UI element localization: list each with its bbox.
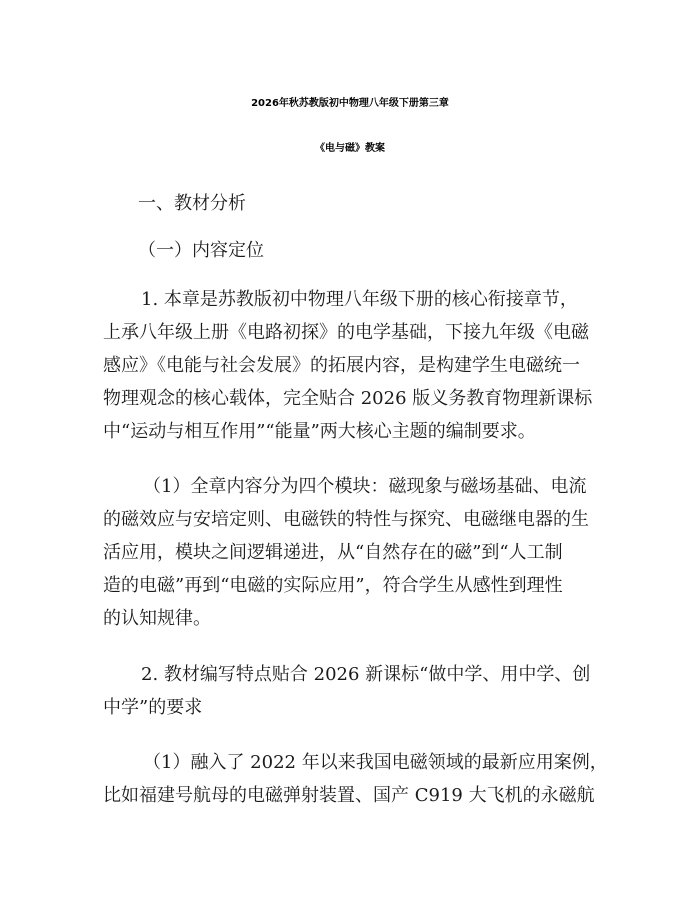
paragraph-line: 造的电磁”再到“电磁的实际应用”，符合学生从感性到理性 bbox=[103, 575, 563, 596]
paragraph-line: （1）融入了 2022 年以来我国电磁领域的最新应用案例， bbox=[143, 752, 608, 773]
paragraph-line: 活应用，模块之间逻辑递进，从“自然存在的磁”到“人工制 bbox=[103, 542, 563, 563]
paragraph-line: 的磁效应与安培定则、电磁铁的特性与探究、电磁继电器的生 bbox=[103, 509, 589, 530]
document-title-line-1: 2026年秋苏教版初中物理八年级下册第三章 bbox=[251, 98, 449, 109]
paragraph-line: 2. 教材编写特点贴合 2026 新课标“做中学、用中学、创 bbox=[141, 664, 591, 685]
section-heading-textbook-analysis: 一、教材分析 bbox=[138, 193, 246, 214]
paragraph-line: 感应》《电能与社会发展》的拓展内容，是构建学生电磁统一 bbox=[103, 355, 580, 376]
paragraph-line: 1. 本章是苏教版初中物理八年级下册的核心衔接章节， bbox=[141, 289, 578, 310]
subsection-heading-content-positioning: （一）内容定位 bbox=[138, 240, 264, 261]
document-title-line-2: 《电与磁》教案 bbox=[315, 143, 385, 154]
paragraph-line: 中学”的要求 bbox=[103, 697, 203, 718]
paragraph-line: （1）全章内容分为四个模块：磁现象与磁场基础、电流 bbox=[143, 476, 587, 497]
paragraph-line: 物理观念的核心载体，完全贴合 2026 版义务教育物理新课标 bbox=[103, 388, 593, 409]
paragraph-line: 中“运动与相互作用”“能量”两大核心主题的编制要求。 bbox=[103, 421, 536, 442]
paragraph-line: 比如福建号航母的电磁弹射装置、国产 C919 大飞机的永磁航 bbox=[103, 785, 595, 806]
paragraph-line: 的认知规律。 bbox=[103, 608, 211, 629]
paragraph-line: 上承八年级上册《电路初探》的电学基础，下接九年级《电磁 bbox=[103, 322, 589, 343]
